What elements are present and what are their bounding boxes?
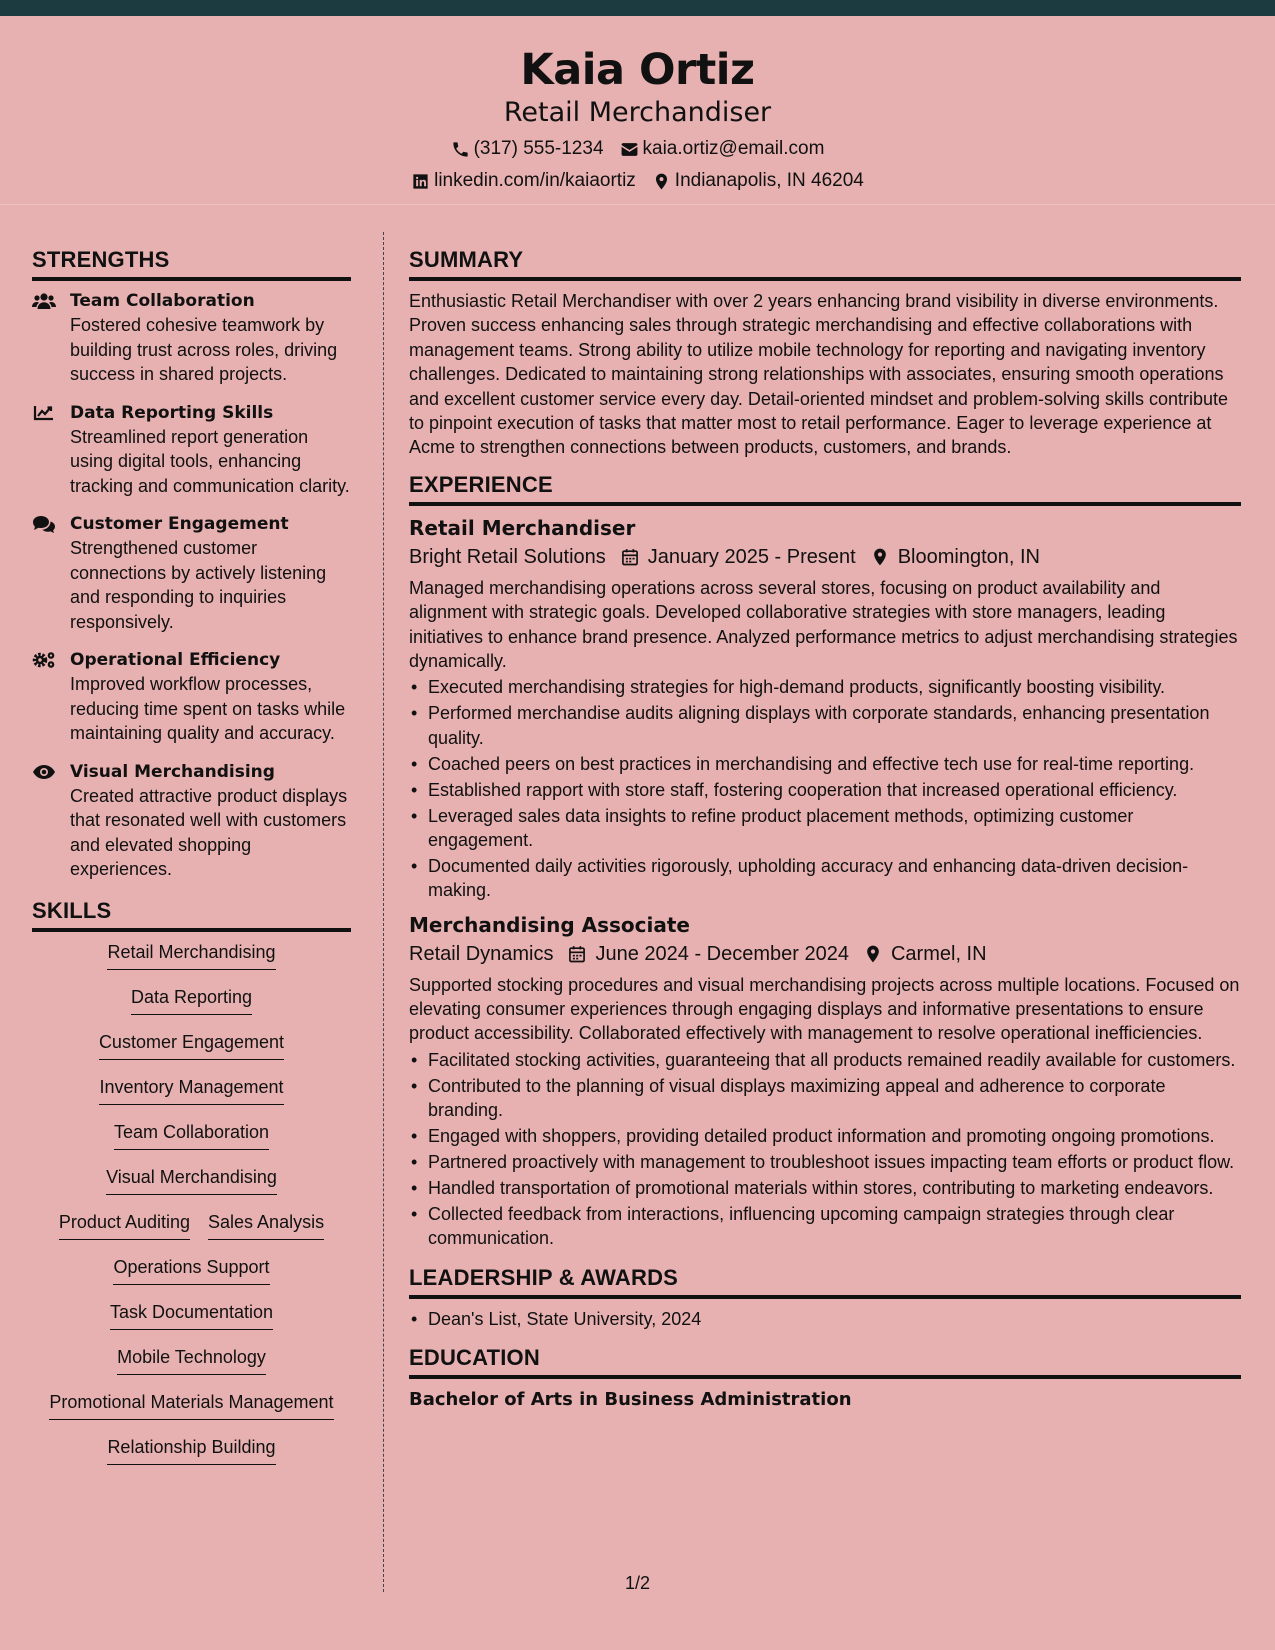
job-description: Managed merchandising operations across several stores, focusing on product availability and alignment with strategic goals. Developed collaborative strategies with store managers, leading initiatives to enhance brand presence. Analyzed performance metrics to adjust merchandising strategies dynamically. (409, 577, 1238, 672)
bullet-item: • Contributed to the planning of visual displays maximizing appeal and adherence to corporate branding. (409, 1074, 1241, 1123)
email-contact[interactable] (620, 137, 825, 161)
map-pin-icon (652, 172, 671, 191)
strength-item (32, 289, 351, 387)
calendar-icon (567, 944, 587, 964)
map-pin-icon (863, 944, 883, 964)
job-meta (409, 939, 1241, 969)
skill-tag: Team Collaboration (114, 1120, 269, 1150)
comments-icon (32, 515, 56, 533)
strength-desc: Improved workflow processes, reducing time spent on tasks while maintaining quality and accuracy. (70, 674, 346, 743)
calendar-icon (620, 547, 640, 567)
strength-item (32, 401, 351, 499)
linkedin-text[interactable]: linkedin.com/in/kaiaortiz (434, 170, 636, 191)
job-description: Supported stocking procedures and visual merchandising projects across multiple locations. Focused on elevating consumer experiences through engaging displays and informative presentations to ensure product accessibility. Collaborated effectively with management to resolve operational inefficiencies. (409, 974, 1240, 1044)
strength-desc: Streamlined report generation using digital tools, enhancing tracking and communication clarity. (70, 426, 350, 496)
bullet-item: • Engaged with shoppers, providing detailed product information and promoting ongoing promotions. (409, 1124, 1241, 1148)
strength-title: Operational Efficiency (70, 650, 281, 670)
job-meta (409, 542, 1241, 572)
phone-contact (451, 137, 604, 161)
job-company: Bright Retail Solutions (409, 545, 606, 568)
skill-tag: Operations Support (113, 1255, 269, 1285)
skill-tag: Data Reporting (131, 985, 252, 1015)
top-accent-bar (0, 0, 1275, 16)
skills-list (32, 940, 351, 1480)
skill-tag: Mobile Technology (117, 1345, 266, 1375)
job-entry (409, 911, 1241, 1251)
bullet-item: • Performed merchandise audits aligning displays with corporate standards, enhancing presentation quality. (409, 701, 1241, 750)
job-bullets (409, 1048, 1241, 1251)
bullet-item: • Dean's List, State University, 2024 (409, 1307, 1241, 1331)
education-title: EDUCATION (409, 1343, 1241, 1379)
page-number: 1/2 (624, 1573, 651, 1593)
chart-line-icon (32, 404, 56, 422)
strength-item (32, 648, 351, 746)
skill-tag: Retail Merchandising (107, 940, 275, 970)
skill-tag: Inventory Management (99, 1075, 283, 1105)
envelope-icon (620, 140, 639, 159)
users-icon (32, 292, 56, 310)
skill-tag: Sales Analysis (208, 1210, 324, 1240)
summary-text: Enthusiastic Retail Merchandiser with over 2 years enhancing brand visibility in diverse environments. Proven success enhancing sales through strategic merchandising and effective collaborations with management teams. Strong ability to utilize mobile technology for reporting and navigating inventory challenges. Dedicated to maintaining strong relationships with associates, ensuring smooth operations and excellent customer service every day. Detail-oriented mindset and problem-solving skills contribute to pinpoint execution of tasks that matter most to retail performance. Eager to leverage experience at Acme to strengthen connections between products, customers, and brands. (409, 291, 1229, 458)
strength-item (32, 512, 351, 634)
leadership-list (409, 1307, 1241, 1331)
bullet-item: • Collected feedback from interactions, influencing upcoming campaign strategies through clear communication. (409, 1202, 1241, 1251)
contact-row-1 (0, 137, 1275, 161)
skill-tag: Promotional Materials Management (49, 1390, 333, 1420)
eye-icon (32, 763, 56, 781)
location-text: Indianapolis, IN 46204 (674, 170, 864, 191)
job-dates: January 2025 - Present (647, 545, 856, 568)
strength-desc: Created attractive product displays that resonated well with customers and elevated shopping experiences. (70, 785, 348, 879)
skill-tag: Task Documentation (110, 1300, 273, 1330)
job-title: Merchandising Associate (409, 912, 690, 937)
email-text[interactable]: kaia.ortiz@email.com (642, 138, 825, 159)
column-divider (383, 232, 384, 1592)
bullet-item: • Handled transportation of promotional materials within stores, contributing to marketing endeavors. (409, 1176, 1241, 1200)
experience-title: EXPERIENCE (409, 470, 1241, 506)
job-location: Bloomington, IN (897, 545, 1040, 568)
strength-desc: Fostered cohesive teamwork by building trust across roles, driving success in shared projects. (70, 315, 338, 384)
skill-tag: Product Auditing (59, 1210, 190, 1240)
location-contact (652, 169, 864, 193)
bullet-item: • Leveraged sales data insights to refine product placement methods, optimizing customer engagement. (409, 804, 1241, 853)
resume-header (0, 16, 1275, 204)
right-column (409, 245, 1241, 1413)
job-company: Retail Dynamics (409, 942, 554, 965)
strengths-title: STRENGTHS (32, 245, 351, 281)
linkedin-contact[interactable] (411, 169, 636, 193)
contact-row-2 (0, 169, 1275, 193)
job-dates: June 2024 - December 2024 (595, 942, 849, 965)
summary-title: SUMMARY (409, 245, 1241, 281)
candidate-role: Retail Merchandiser (503, 97, 772, 128)
strength-item (32, 760, 351, 882)
bullet-item: • Documented daily activities rigorously, upholding accuracy and enhancing data-driven decision-making. (409, 854, 1241, 903)
candidate-name: Kaia Ortiz (520, 45, 755, 95)
left-column (32, 245, 351, 1480)
bullet-item: • Facilitated stocking activities, guaranteeing that all products remained readily available for customers. (409, 1048, 1241, 1072)
leadership-title: LEADERSHIP & AWARDS (409, 1263, 1241, 1299)
strength-desc: Strengthened customer connections by actively listening and responding to inquiries responsively. (70, 538, 327, 632)
strength-title: Visual Merchandising (70, 761, 275, 782)
phone-icon (451, 140, 470, 159)
strength-title: Customer Engagement (70, 514, 289, 534)
cogs-icon (32, 651, 56, 669)
bullet-item: • Partnered proactively with management to troubleshoot issues impacting team efforts or product flow. (409, 1150, 1241, 1174)
job-title: Retail Merchandiser (409, 515, 636, 540)
phone-text: (317) 555-1234 (473, 138, 604, 159)
skill-tag: Visual Merchandising (106, 1165, 277, 1195)
skill-tag: Relationship Building (107, 1435, 275, 1465)
job-entry (409, 514, 1241, 903)
map-pin-icon (870, 547, 890, 567)
bullet-item: • Executed merchandising strategies for high-demand products, significantly boosting visibility. (409, 675, 1241, 699)
skills-title: SKILLS (32, 896, 351, 932)
bullet-item: • Coached peers on best practices in merchandising and effective tech use for real-time reporting. (409, 752, 1241, 776)
strength-title: Data Reporting Skills (70, 402, 274, 423)
job-location: Carmel, IN (890, 942, 987, 965)
skill-tag: Customer Engagement (99, 1030, 284, 1060)
strength-title: Team Collaboration (70, 291, 255, 311)
education-degree: Bachelor of Arts in Business Administration (409, 1389, 852, 1410)
header-divider (0, 204, 1275, 205)
bullet-item: • Established rapport with store staff, fostering cooperation that increased operational efficiency. (409, 778, 1241, 802)
linkedin-icon (411, 172, 430, 191)
job-bullets (409, 675, 1241, 902)
